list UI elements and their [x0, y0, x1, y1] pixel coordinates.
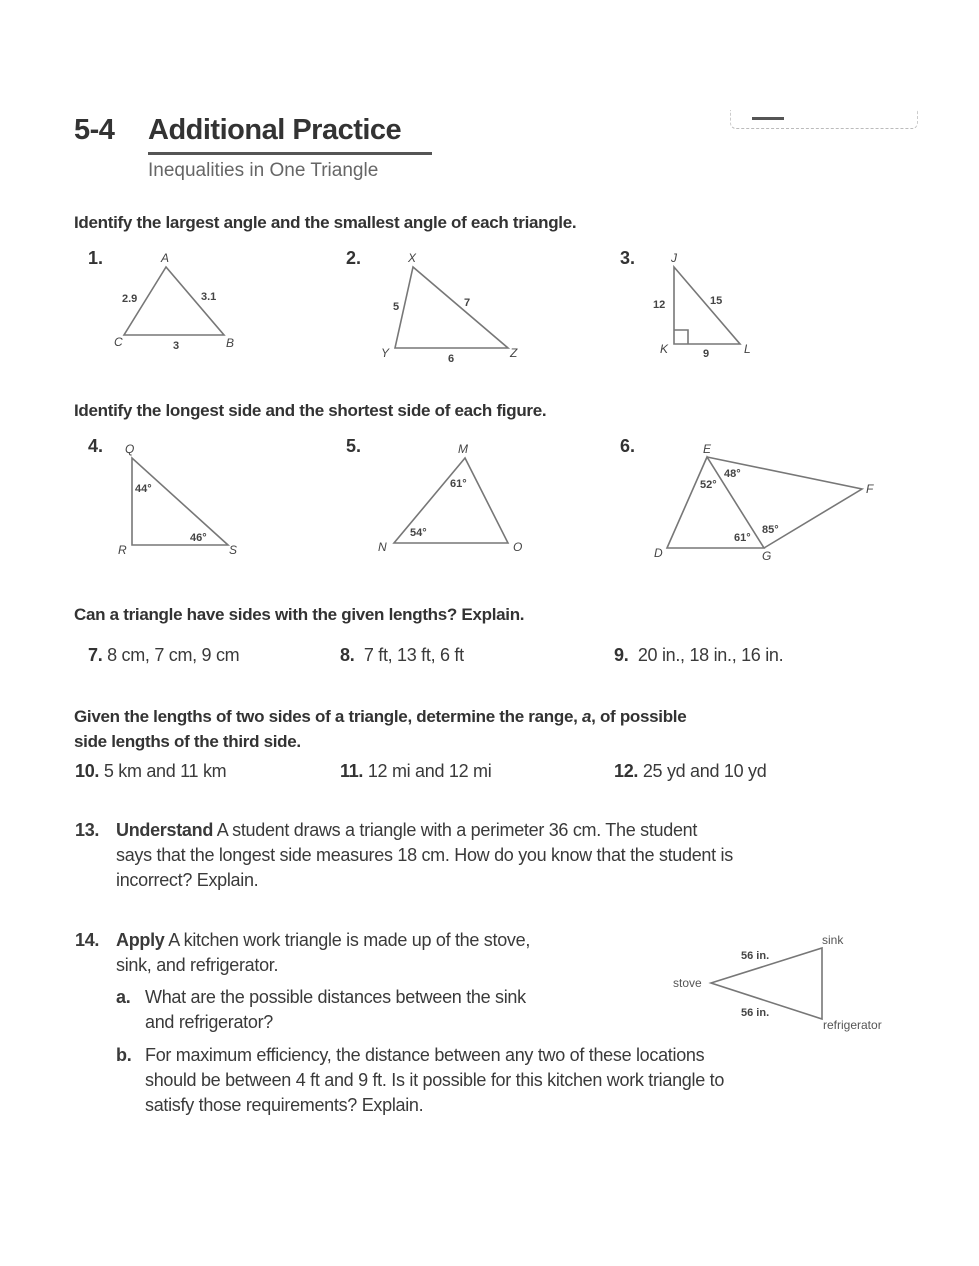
side-yz-value: 6: [448, 353, 455, 365]
vertex-x-label: X: [408, 251, 417, 265]
angle-egd-value: 61°: [734, 532, 751, 544]
vertex-f-label: F: [866, 482, 874, 496]
problem-10-text: 5 km and 11 km: [103, 761, 227, 781]
section4-heading-line2: side lengths of the third side.: [74, 732, 301, 751]
problem-2-number: 2.: [346, 248, 362, 268]
vertex-j-label: J: [671, 251, 677, 265]
problem-10: [75, 761, 226, 782]
triangle-jkl-diagram: [640, 245, 780, 365]
section2-heading: Identify the longest side and the shortest side of each figure.: [74, 401, 547, 420]
problem-14a-text: [145, 985, 665, 1035]
problem-13-num: 13.: [75, 820, 100, 840]
problem-14-num: 14.: [75, 930, 100, 950]
right-angle-marker: [674, 330, 688, 344]
triangle-abc-diagram: [100, 245, 260, 360]
section1-heading: Identify the largest angle and the smallest angle of each triangle.: [74, 213, 577, 232]
page-title: Additional Practice: [148, 114, 402, 146]
problem-6-number: 6.: [620, 436, 636, 456]
vertex-k-label: K: [660, 342, 669, 356]
problem-5-number: 5.: [346, 436, 362, 456]
vertex-d-label: D: [654, 546, 663, 560]
vertex-l-label: L: [744, 342, 751, 356]
kitchen-triangle-diagram: [660, 920, 910, 1045]
problem-14-number: [75, 928, 99, 953]
problem-11-number: 11.: [340, 761, 364, 781]
side-jl-value: 15: [710, 295, 723, 307]
angle-egf-value: 85°: [762, 524, 779, 536]
problem-14b-line2: should be between 4 ft and 9 ft. Is it possible for this kitchen work triangle to: [145, 1070, 725, 1090]
triangle-qrs: [132, 458, 228, 545]
page-subtitle: Inequalities in One Triangle: [148, 160, 379, 181]
angle-m-value: 61°: [450, 478, 467, 490]
vertex-g-label: G: [762, 549, 772, 563]
problem-14a-letter: a.: [116, 987, 131, 1007]
problem-7: [88, 645, 239, 666]
section3-heading: Can a triangle have sides with the given lengths? Explain.: [74, 605, 525, 624]
name-field-mark: [752, 117, 784, 120]
problem-7-text: 8 cm, 7 cm, 9 cm: [107, 645, 240, 665]
refrigerator-label: refrigerator: [823, 1018, 882, 1032]
problem-8-text: 7 ft, 13 ft, 6 ft: [363, 645, 464, 665]
angle-s-value: 46°: [190, 532, 207, 544]
triangle-xyz-diagram: [370, 245, 540, 365]
problem-13-text: [116, 818, 896, 893]
problem-14a-line2: and refrigerator?: [145, 1012, 273, 1032]
vertex-e-label: E: [703, 442, 712, 456]
vertex-r-label: R: [118, 543, 127, 557]
vertex-a-label: A: [161, 251, 170, 265]
sink-label: sink: [822, 933, 844, 947]
problem-13-line1: A student draws a triangle with a perimeter 36 cm. The student: [216, 820, 698, 840]
problem-1-number: 1.: [88, 248, 104, 268]
vertex-y-label: Y: [381, 346, 390, 360]
side-kl-value: 9: [703, 348, 710, 360]
problem-14a-label: [116, 985, 130, 1010]
problem-14-line2: sink, and refrigerator.: [116, 955, 279, 975]
section4-heading-part1: Given the lengths of two sides of a triangle, determine the range,: [74, 707, 582, 726]
lesson-number: 5-4: [74, 114, 115, 146]
problem-13-keyword: Understand: [116, 820, 214, 840]
problem-14-text: [116, 928, 656, 978]
problem-11-text: 12 mi and 12 mi: [367, 761, 492, 781]
side-xz-value: 7: [464, 297, 471, 309]
problem-11: [340, 761, 491, 782]
triangle-jkl: [674, 267, 740, 344]
vertex-c-label: C: [114, 335, 123, 349]
stove-sink-distance: 56 in.: [741, 950, 770, 962]
problem-14a-line1: What are the possible distances between the sink: [145, 987, 526, 1007]
problem-13-line2: says that the longest side measures 18 cm. How do you know that the student is: [116, 845, 733, 865]
problem-14b-letter: b.: [116, 1045, 132, 1065]
stove-label: stove: [673, 976, 702, 990]
problem-9: [614, 645, 783, 666]
problem-12-number: 12.: [614, 761, 639, 781]
vertex-z-label: Z: [510, 346, 518, 360]
problem-14-keyword: Apply: [116, 930, 165, 950]
stove-refrigerator-distance: 56 in.: [741, 1007, 770, 1019]
section4-heading-part2: , of possible: [591, 707, 687, 726]
section4-heading: [74, 704, 894, 754]
problem-14b-label: [116, 1043, 131, 1068]
side-ac-value: 2.9: [122, 293, 138, 305]
side-xy-value: 5: [393, 301, 400, 313]
problem-9-text: 20 in., 18 in., 16 in.: [637, 645, 784, 665]
figure-defg-diagram: [640, 435, 900, 570]
triangle-qrs-diagram: [110, 435, 260, 565]
problem-3-number: 3.: [620, 248, 636, 268]
problem-14-line1: A kitchen work triangle is made up of the stove,: [168, 930, 531, 950]
section4-heading-variable: a: [581, 707, 592, 726]
angle-deg-value: 52°: [700, 479, 717, 491]
title-underline: [148, 152, 432, 155]
side-jk-value: 12: [653, 299, 666, 311]
problem-14b-line1: For maximum efficiency, the distance between any two of these locations: [145, 1045, 705, 1065]
vertex-q-label: Q: [125, 442, 135, 456]
problem-13-number: [75, 818, 99, 843]
problem-14b-line3: satisfy those requirements? Explain.: [145, 1095, 424, 1115]
problem-12: [614, 761, 766, 782]
problem-7-number: 7.: [88, 645, 103, 665]
angle-q-value: 44°: [135, 483, 152, 495]
problem-8-number: 8.: [340, 645, 355, 665]
problem-9-number: 9.: [614, 645, 629, 665]
problem-8: [340, 645, 464, 666]
problem-14b-text: [145, 1043, 925, 1118]
problem-13-line3: incorrect? Explain.: [116, 870, 259, 890]
vertex-o-label: O: [513, 540, 523, 554]
vertex-b-label: B: [226, 336, 235, 350]
side-ab-value: 3.1: [201, 291, 217, 303]
side-cb-value: 3: [173, 340, 180, 352]
triangle-mno-diagram: [370, 435, 540, 565]
angle-gef-value: 48°: [724, 468, 741, 480]
vertex-n-label: N: [378, 540, 387, 554]
problem-12-text: 25 yd and 10 yd: [642, 761, 767, 781]
angle-n-value: 54°: [410, 527, 427, 539]
problem-10-number: 10.: [75, 761, 100, 781]
problem-4-number: 4.: [88, 436, 104, 456]
vertex-s-label: S: [229, 543, 238, 557]
triangle-xyz: [395, 267, 508, 348]
vertex-m-label: M: [458, 442, 468, 456]
